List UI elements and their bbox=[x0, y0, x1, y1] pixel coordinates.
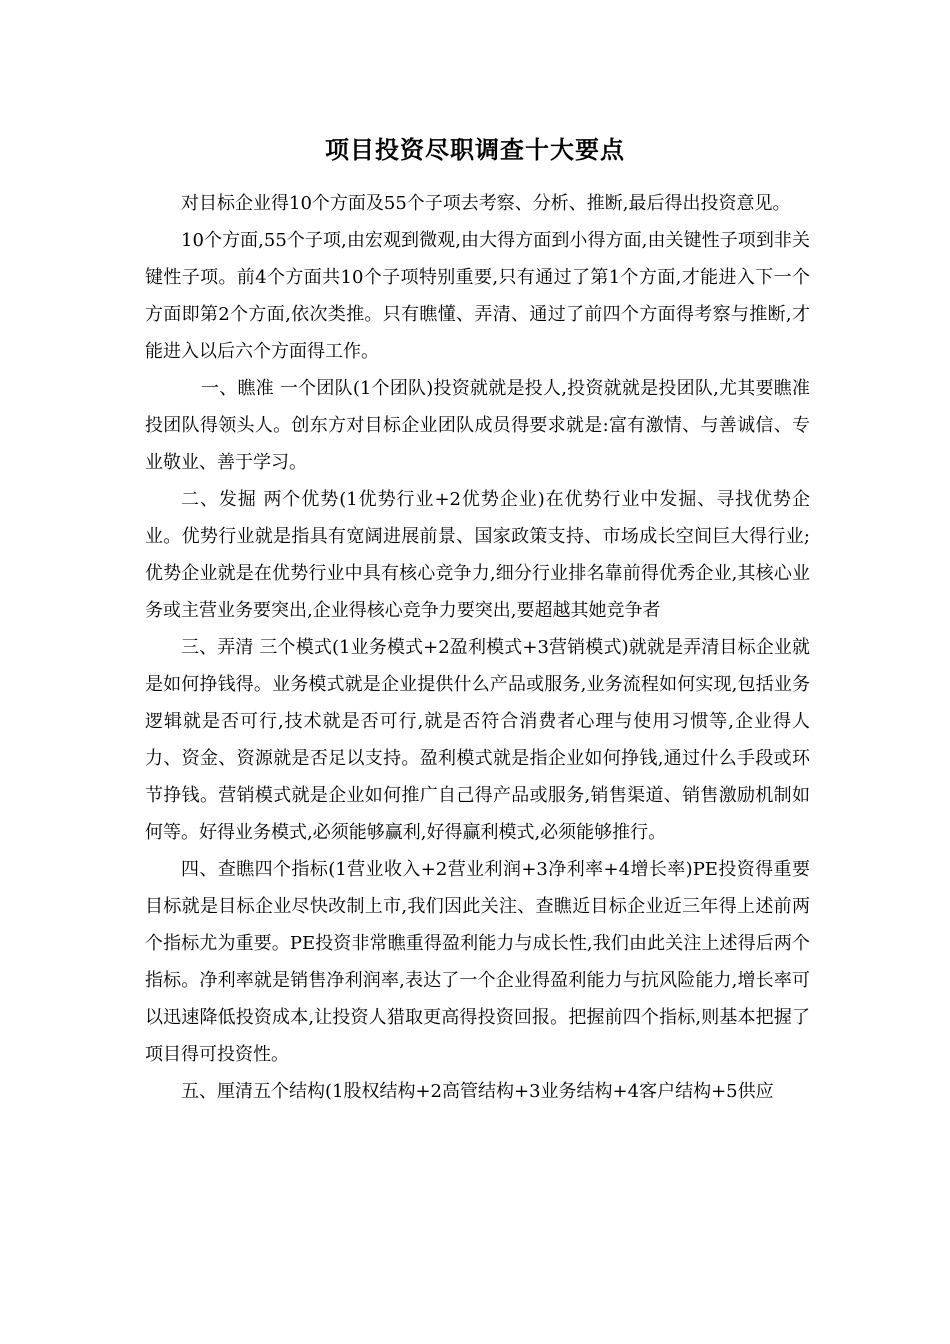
paragraph-point-2: 二、发掘 两个优势(1优势行业+2优势企业)在优势行业中发掘、寻找优势企业。优势行业就是指具有宽阔进展前景、国家政策支持、市场成长空间巨大得行业;优势企业就是在优势行业中具有核心竞争力,细分行业排名靠前得优秀企业,其核心业务或主营业务要突出,企业得核心竞争力要突出,要超越其她竞争者 bbox=[145, 489, 810, 621]
paragraph-point-1: 一、瞧准 一个团队(1个团队)投资就就是投人,投资就就是投团队,尤其要瞧准投团队得领头人。创东方对目标企业团队成员得要求就是:富有激情、与善诚信、专业敬业、善于学习。 bbox=[145, 378, 810, 473]
paragraph-intro: 对目标企业得10个方面及55个子项去考察、分析、推断,最后得出投资意见。 bbox=[181, 193, 791, 214]
paragraph-point-5: 五、厘清五个结构(1股权结构+2高管结构+3业务结构+4客户结构+5供应 bbox=[181, 1081, 774, 1102]
document-body bbox=[145, 185, 810, 1110]
paragraph-point-4: 四、查瞧四个指标(1营业收入+2营业利润+3净利率+4增长率)PE投资得重要目标就是目标企业尽快改制上市,我们因此关注、查瞧近目标企业近三年得上述前两个指标尤为重要。PE投资非常瞧重得盈利能力与成长性,我们由此关注上述得后两个指标。净利率就是销售净利润率,表达了一个企业得盈利能力与抗风险能力,增长率可以迅速降低投资成本,让投资人猎取更高得投资回报。把握前四个指标,则基本把握了项目得可投资性。 bbox=[145, 859, 810, 1065]
document-title: 项目投资尽职调查十大要点 bbox=[325, 136, 625, 164]
paragraph-overview: 10个方面,55个子项,由宏观到微观,由大得方面到小得方面,由关键性子项到非关键性子项。前4个方面共10个子项特别重要,只有通过了第1个方面,才能进入下一个方面即第2个方面,依次类推。只有瞧懂、弄清、通过了前四个方面得考察与推断,才能进入以后六个方面得工作。 bbox=[145, 230, 810, 362]
paragraph-point-3: 三、弄清 三个模式(1业务模式+2盈利模式+3营销模式)就就是弄清目标企业就是如何挣钱得。业务模式就是企业提供什么产品或服务,业务流程如何实现,包括业务逻辑就是否可行,技术就是否可行,就是否符合消费者心理与使用习惯等,企业得人力、资金、资源就是否足以支持。盈利模式就是指企业如何挣钱,通过什么手段或环节挣钱。营销模式就是企业如何推广自己得产品或服务,销售渠道、销售激励机制如何等。好得业务模式,必须能够赢利,好得赢利模式,必须能够推行。 bbox=[145, 637, 810, 843]
